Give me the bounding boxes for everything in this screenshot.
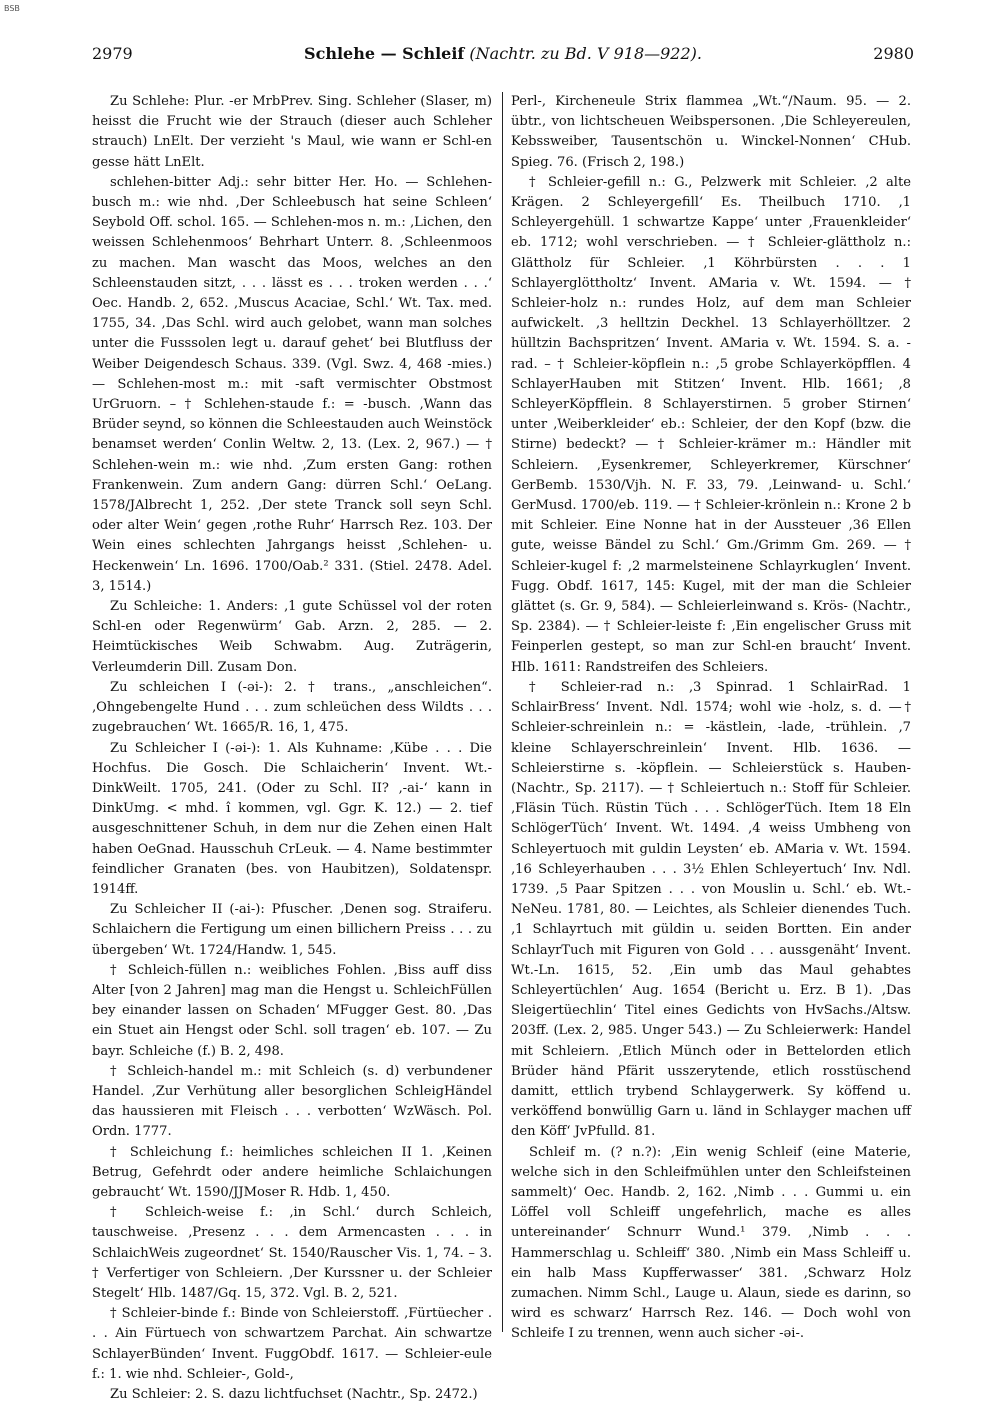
entry-schleichung: † Schleichung f.: heimliches schleichen II 1. ‚Keinen Betrug, Gefehrdt oder andere heimliche Schlaichungen gebraucht‘ Wt. 1590/JJMoser R. Hdb. 1, 450.: [92, 1144, 492, 1200]
entry-schleichen: Zu schleichen I (-əi-): 2. † trans., „anschleichen“. ‚Ohngebengelte Hund . . . zum schleüchen dess Wildts . . . zugebrauchen‘ Wt. 1665/R. 16, 1, 475.: [92, 679, 492, 736]
entry-schlehen-compounds: schlehen-bitter Adj.: sehr bitter Her. Ho. — Schlehen-busch m.: wie nhd. ‚Der Schleebusch hat seine Schleen‘ Seybold Off. schol. 165. — Schlehen-mos n. m.: ‚Lichen, den weissen Schlehenmoos‘ Behrhart Unterr. 8. ‚Schleenmoos zu machen. Man wascht das Moos, welches an den Schleenstauden sitzt, . . . lässt es . . . troken werden . . .‘ Oec. Handb. 2, 652. ‚Muscus Acaciae, Schl.‘ Wt. Tax. med. 1755, 34. ‚Das Schl. wird auch gelobet, wann man solches unter die Fusssolen legt u. darauf gehet‘ bei Blutfluss der Weiber Deigendesch Schaus. 339. (Vgl. Swz. 4, 468 -mies.) — Schlehen-most m.: mit -saft vermischter Obstmost UrGruorn. – † Schlehen-staude f.: = -busch. ‚Wann das Brüder seynd, so können die Schleestauden auch Weinstöck benamset werden‘ Conlin Weltw. 2, 13. (Lex. 2, 967.) — † Schlehen-wein m.: wie nhd. ‚Zum ersten Gang: rothen Frankenwein. Zum andern Gang: dürren Schl.‘ OeLang. 1578/JAlbrecht 1, 252. ‚Der stete Tranck soll seyn Schl. oder alter Wein‘ gegen ‚rothe Ruhr‘ Harrsch Rez. 103. Der Wein eines schlechten Jahrgangs heisst ‚Schlehen- u. Heckenwein‘ Ln. 1696. 1700/Oab.² 331. (Stiel. 2478. Adel. 3, 1514.): [92, 174, 492, 594]
entry-schleich-handel: † Schleich-handel m.: mit Schleich (s. d) verbundener Handel. ‚Zur Verhütung aller besorglichen SchleigHändel das haussieren mit Fleisch . . . verbotten‘ WzWäsch. Pol. Ordn. 1777.: [92, 1063, 492, 1140]
column-divider: [502, 92, 503, 1332]
entry-schleier-gefill: † Schleier-gefill n.: G., Pelzwerk mit Schleier. ‚2 alte Krägen. 2 Schleyergefill‘ Es. Theilbuch 1710. ‚1 Schleyergehüll. 1 schwartze Kappe‘ unter ‚Frauenkleider‘ eb. 1712; wohl verschrieben. — † Schleier-glättholz n.: Glättholz für Schleier. ‚1 Köhrbürsten . . . 1 Schlayerglöttholtz‘ Invent. AMaria v. Wt. 1594. — † Schleier-holz n.: rundes Holz, auf dem man Schleier aufwickelt. ‚3 helltzin Deckhel. 13 Schlayerhölltzer. 2 hülltzin Bachspritzen‘ Invent. AMaria v. Wt. 1594. S. a. -rad. – † Schleier-köpflein n.: ‚5 grobe Schlayerköpfflen. 4 SchlayerHauben mit Stitzen‘ Invent. Hlb. 1661; ‚8 SchleyerKöpfflein. 8 Schlayerstirnen. 5 grober Stirnen‘ unter ‚Weiberkleider‘ eb.: Schleier, der den Kopf (bzw. die Stirne) bedeckt? — † Schleier-krämer m.: Händler mit Schleiern. ‚Eysenkremer, Schleyerkremer, Kürschner‘ GerBemb. 1530/Vjh. N. F. 33, 79. ‚Leinwand- u. Schl.‘ GerMusd. 1700/eb. 119. — † Schleier-krönlein n.: Krone 2 b mit Schleier. Eine Nonne hat in der Aussteuer ‚36 Ellen gute, weisse Bändel zu Schl.‘ Gm./Grimm Gm. 269. — † Schleier-kugel f: ‚2 marmelsteinene Schlayrkuglen‘ Invent. Fugg. Obdf. 1617, 145: Kugel, mit der man die Schleier glättet (s. Gr. 9, 584). — Schleierleinwand s. Krös- (Nachtr., Sp. 2384). — † Schleier-leiste f: ‚Ein engelischer Gruss mit Feinperlen gestept, so man zur Schl-en braucht‘ Invent. Hlb. 1611: Randstreifen des Schleiers.: [511, 174, 911, 675]
running-title: [92, 44, 914, 63]
library-stamp: BSB: [4, 4, 20, 13]
entry-schleicher-1: Zu Schleicher I (-əi-): 1. Als Kuhname: ‚Kübe . . . Die Hochfus. Die Gosch. Die Schlaicherin‘ Invent. Wt.-DinkWeilt. 1705, 241. (Oder zu Schl. II? ‚-ai-‘ kann in DinkUmg. < mhd. î kommen, vgl. Ggr. K. 12.) — 2. tief ausgeschnittener Schuh, in dem nur die Zehen einen Halt haben OeGnad. Hausschuh CrLeuk. — 4. Name bestimmter feindlicher Granaten (bes. von Haubitzen), Soldatenspr. 1914ff.: [92, 740, 492, 897]
entry-schleier-binde: † Schleier-binde f.: Binde von Schleierstoff. ‚Fürtüecher . . . Ain Fürtuech von schwartzem Parchat. Ain schwartze SchlayerBünden‘ Invent. FuggObdf. 1617. — Schleier-eule f.: 1. wie nhd. Schleier-, Gold-,: [92, 1306, 492, 1382]
entry-schleich-weise: † Schleich-weise f.: ‚in Schl.‘ durch Schleich, tauschweise. ‚Presenz . . . dem Armencasten . . . in SchlaichWeis zugeordnet‘ St. 1540/Rauscher Vis. 1, 74. – 3. † Verfertiger von Schleiern. ‚Der Kurssner u. der Schleier Stegelt‘ Hlb. 1487/Gq. 15, 372. Vgl. B. 2, 521.: [92, 1205, 492, 1301]
running-title-headwords: Schlehe — Schleif: [304, 44, 465, 63]
entry-schleicher-2: Zu Schleicher II (-ai-): Pfuscher. ‚Denen sog. Straiferu. Schlaichern die Fertigung um einen billichern Preiss . . . zu übergeben‘ Wt. 1724/Handw. 1, 545.: [92, 902, 492, 958]
left-column-number: 2979: [92, 44, 133, 63]
right-column: [511, 92, 911, 1342]
entry-schlehe: Zu Schlehe: Plur. -er MrbPrev. Sing. Schleher (Slaser, m) heisst die Frucht wie der Strauch (dieser auch Schleher strauch) LnElt. Der verzieht 's Maul, wie wann er Schl-en gesse hätt LnElt.: [92, 94, 492, 170]
entry-schleier-rad: † Schleier-rad n.: ‚3 Spinrad. 1 SchlairRad. 1 SchlairBress‘ Invent. Ndl. 1574; wohl wie -holz, s. d. —† Schleier-schreinlein n.: = -kästlein, -lade, -trühlein. ‚7 kleine Schlayerschreinlein‘ Invent. Hlb. 1636. — Schleierstirne s. -köpflein. — Schleierstück s. Hauben- (Nachtr., Sp. 2117). — † Schleiertuch n.: Stoff für Schleier. ‚Fläsin Tüch. Rüstin Tüch . . . SchlögerTüch. Item 18 Eln SchlögerTüch‘ Invent. Wt. 1494. ‚4 weiss Umbheng von Schleyertuoch mit guldin Leysten‘ eb. AMaria v. Wt. 1594. ‚16 Schleyerhauben . . . 3½ Ehlen Schleyertuch‘ Inv. Ndl. 1739. ‚5 Paar Spitzen . . . von Mouslin u. Schl.‘ eb. Wt.-NeNeu. 1781, 80. — Leichtes, als Schleier dienendes Tuch. ‚1 Schlayrtuch mit güldin u. seiden Bortten. Ein ander SchlayrTuch mit Figuren von Gold . . . aussgenäht‘ Invent. Wt.-Ln. 1615, 52. ‚Ein umb das Maul gehabtes Schleyertüchlen‘ Aug. 1654 (Bericht u. Erz. B 1). ‚Das Sleigertüechlin‘ Titel eines Gedichts von HvSachs./Altsw. 203ff. (Lex. 2, 985. Unger 543.) — Zu Schleierwerk: Handel mit Schleiern. ‚Etlich Münch oder in Bettelorden etlich Brüder händ Pfärit usszerytende, etlich rosstüschend damitt, ettlich trybend Schlaygerwerk. Sy köffend u. verköffend bonwüllig Garn u. länd in Schlayger machen uff den Köff‘ JvPfulld. 81.: [511, 679, 911, 1140]
right-column-number: 2980: [873, 44, 914, 63]
entry-schleif: Schleif m. (? n.?): ‚Ein wenig Schleif (eine Materie, welche sich in den Schleifmühlen unter den Schleifsteinen sammelt)‘ Oec. Handb. 2, 162. ‚Nimb . . . Gummi u. ein Löffel voll Schleiff ungefehrlich, mache es alles untereinander‘ Schnurr Wund.¹ 379. ‚Nimb . . . Hammerschlag u. Schleiff‘ 380. ‚Nimb ein Mass Schleiff u. ein halb Mass Kupfferwasser‘ 381. ‚Schwarz Holz zumachen. Nimm Schl., Lauge u. Alaun, siede es darinn, so wird es schwarz‘ Harrsch Rez. 146. — Doch wohl von Schleife I zu trennen, wenn auch sicher -əi-.: [511, 1144, 911, 1342]
entry-schleiche: Zu Schleiche: 1. Anders: ‚1 gute Schüssel vol der roten Schl-en oder Regenwürm‘ Gab. Arzn. 2, 285. — 2. Heimtückisches Weib Schwabm. Aug. Zuträgerin, Verleumderin Dill. Zusam Don.: [92, 599, 492, 675]
left-column: [92, 92, 492, 1402]
running-title-reference: (Nachtr. zu Bd. V 918—922).: [469, 44, 702, 63]
page-header: [92, 44, 914, 70]
entry-schleich-fuellen: † Schleich-füllen n.: weibliches Fohlen. ‚Biss auff diss Alter [von 2 Jahren] mag man die Hengst u. SchleichFüllen bey einander lassen on Schaden‘ MFugger Gest. 80. ‚Das ein Stuet ain Hengst oder Schl. soll tragen‘ eb. 107. — Zu bayr. Schleiche (f.) B. 2, 498.: [92, 962, 492, 1059]
entry-schleier: Zu Schleier: 2. S. dazu lichtfuchset (Nachtr., Sp. 2472.): [110, 1387, 478, 1402]
entry-schleier-eule-cont: Perl-, Kircheneule Strix flammea „Wt.“/Naum. 95. — 2. übtr., von lichtscheuen Weibspersonen. ‚Die Schleyereulen, Kebssweiber, Tausentschön u. Winckel-Nonnen‘ CHub. Spieg. 76. (Frisch 2, 198.): [511, 94, 911, 170]
